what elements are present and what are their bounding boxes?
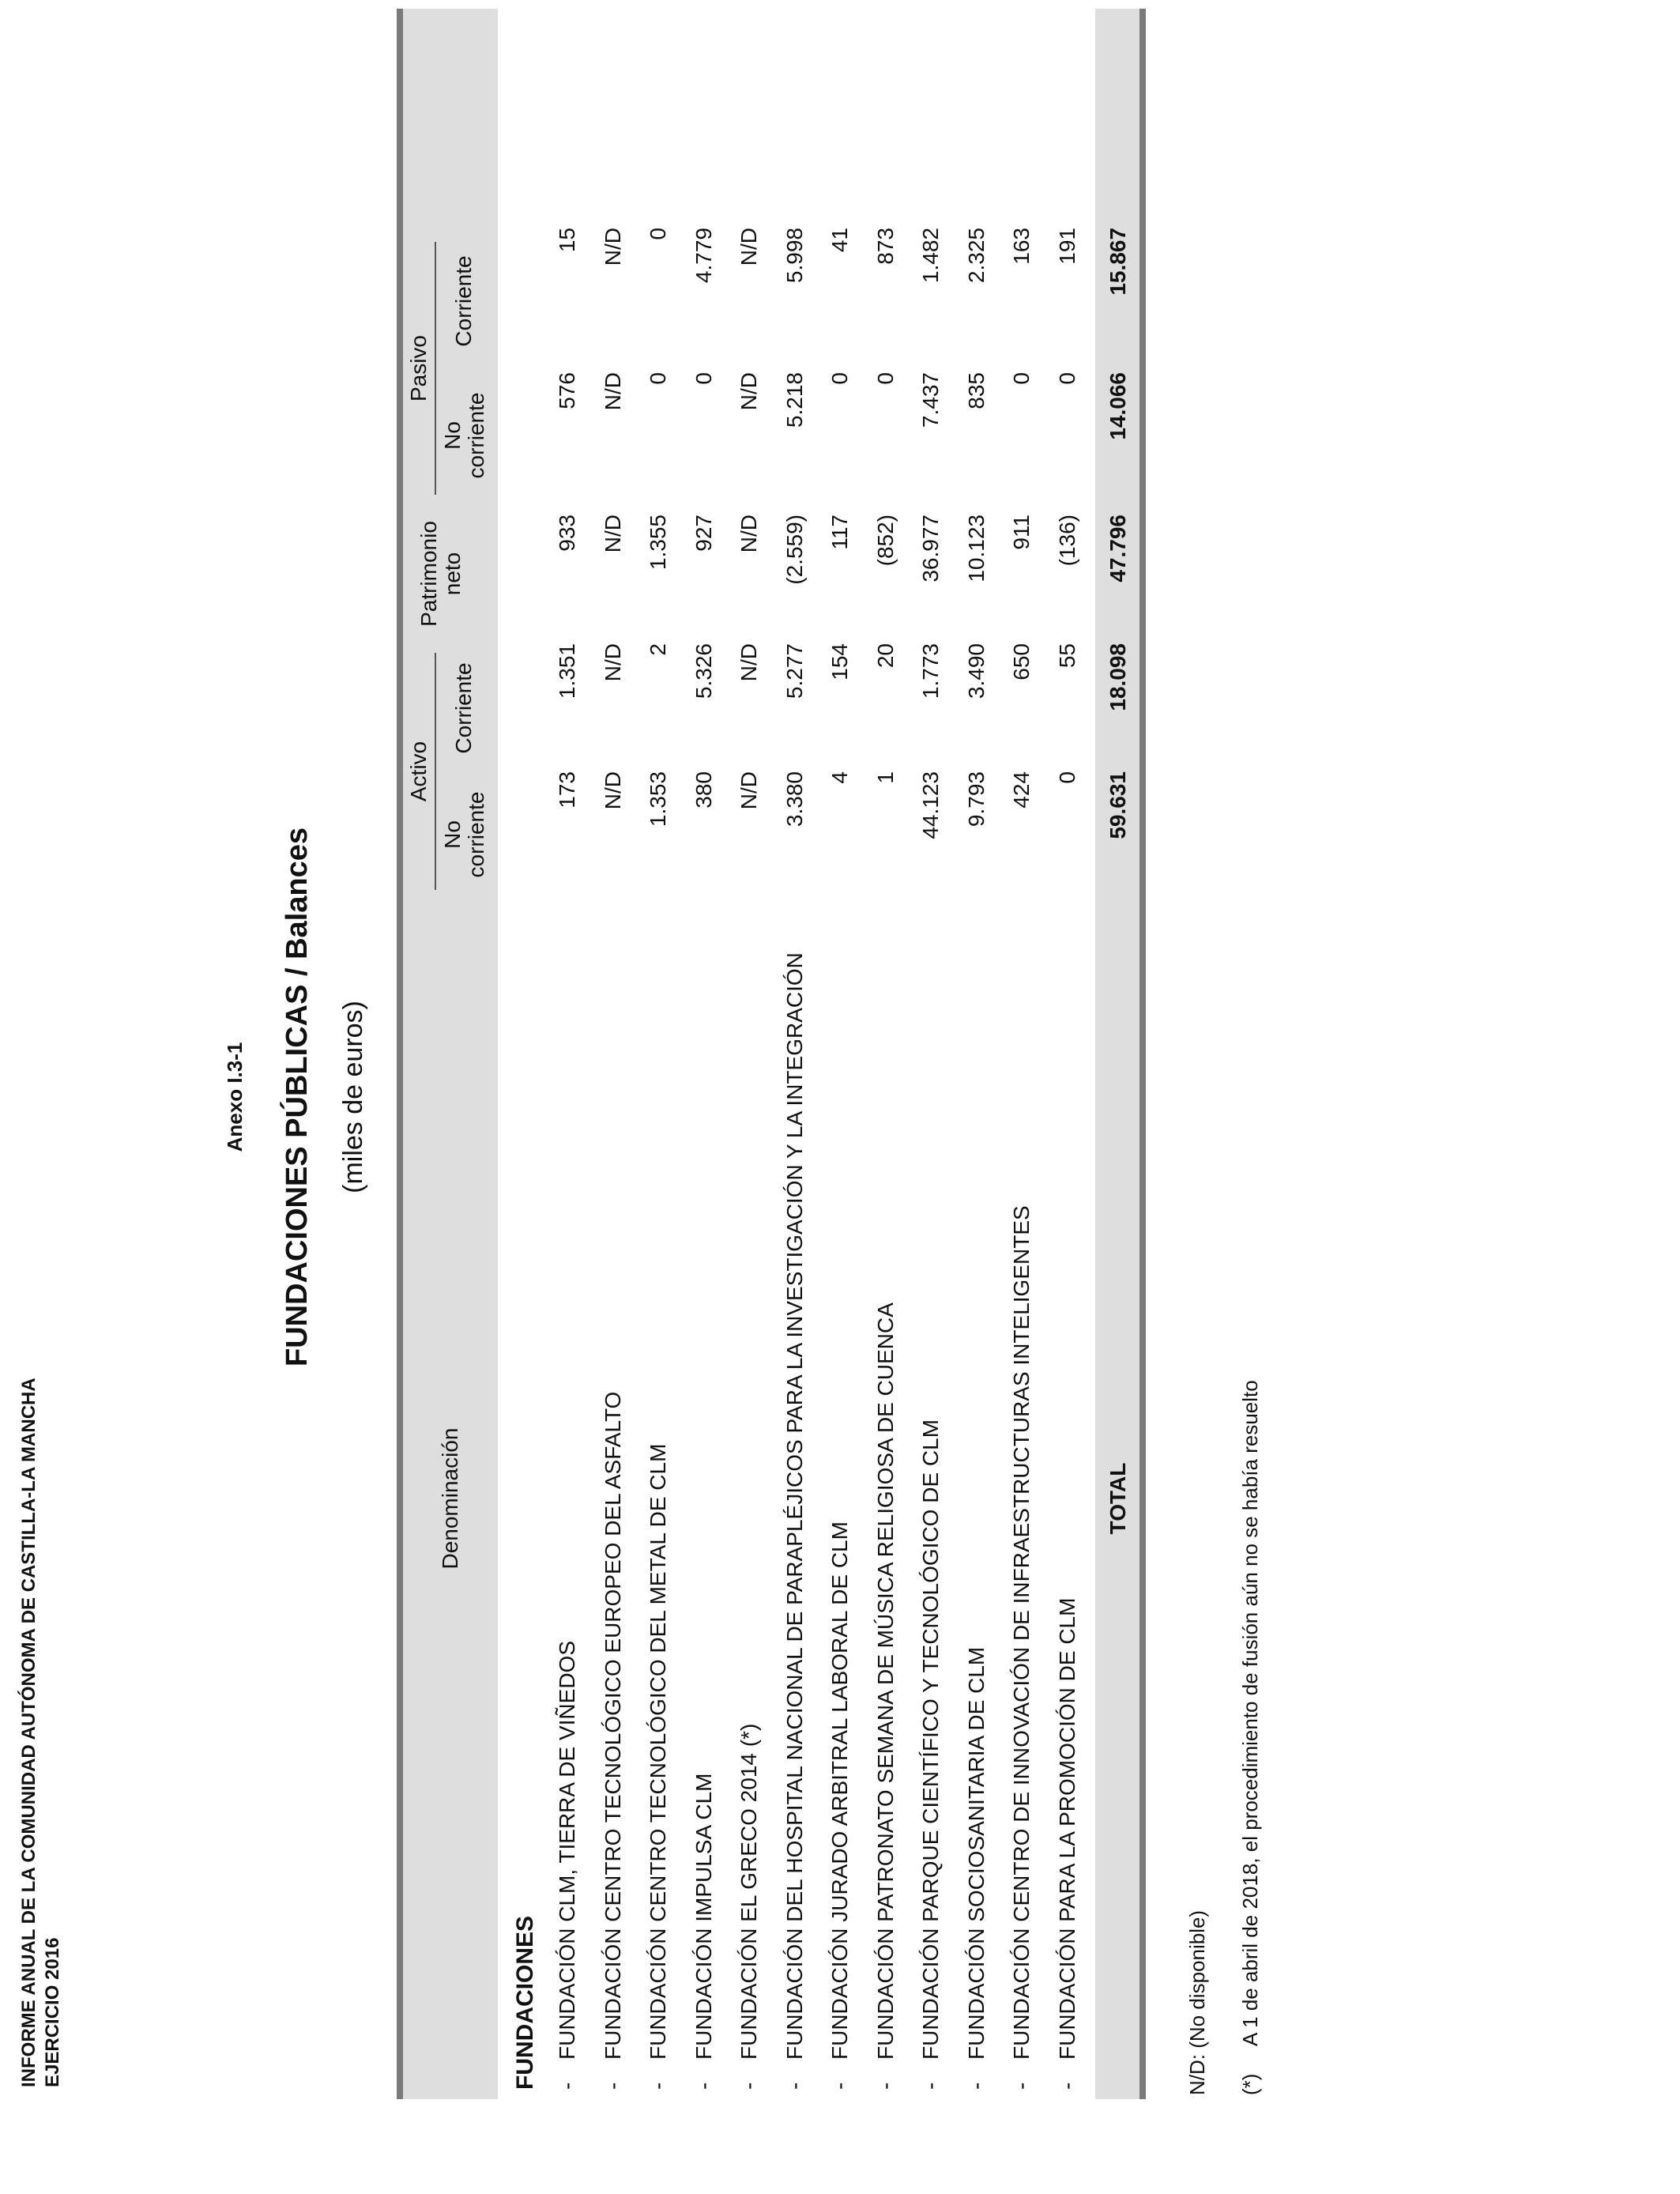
row-activo-corriente: 650 bbox=[1009, 643, 1034, 680]
col-pasivo-corriente: Corriente bbox=[451, 255, 476, 347]
row-bullet: - bbox=[827, 2082, 852, 2090]
table-row bbox=[862, 9, 908, 2099]
table-row bbox=[680, 9, 726, 2099]
row-denominacion: FUNDACIÓN SOCIOSANITARIA DE CLM bbox=[963, 1646, 989, 2060]
row-bullet: - bbox=[646, 2082, 670, 2090]
row-pasivo-corriente: 41 bbox=[827, 228, 852, 253]
row-activo-no-corriente: 380 bbox=[691, 771, 716, 809]
row-activo-no-corriente: 424 bbox=[1009, 771, 1034, 809]
row-pasivo-corriente: 163 bbox=[1009, 228, 1034, 265]
row-bullet: - bbox=[872, 2082, 898, 2090]
report-header: INFORME ANUAL DE LA COMUNIDAD AUTÓNOMA DE CASTILLA-LA MANCHA bbox=[18, 1378, 40, 2087]
row-patrimonio-neto: 10.123 bbox=[963, 515, 989, 582]
group-activo-underline bbox=[435, 653, 436, 890]
table-row bbox=[998, 9, 1044, 2099]
row-activo-no-corriente: N/D bbox=[736, 771, 761, 810]
row-activo-no-corriente: N/D bbox=[600, 771, 625, 810]
row-pasivo-no-corriente: 7.437 bbox=[918, 372, 943, 428]
row-activo-corriente: 1.773 bbox=[918, 643, 943, 699]
row-patrimonio-neto: (136) bbox=[1054, 515, 1079, 567]
row-patrimonio-neto: N/D bbox=[600, 515, 625, 553]
row-activo-no-corriente: 4 bbox=[827, 771, 852, 784]
row-pasivo-corriente: N/D bbox=[736, 228, 761, 266]
table-row bbox=[590, 9, 635, 2099]
total-pasivo-no-corriente: 14.066 bbox=[1106, 372, 1130, 440]
row-activo-corriente: N/D bbox=[600, 643, 625, 682]
row-patrimonio-neto: (852) bbox=[872, 515, 898, 567]
group-pasivo: Pasivo bbox=[406, 334, 431, 402]
row-activo-corriente: 154 bbox=[827, 643, 852, 680]
row-activo-corriente: 55 bbox=[1054, 643, 1079, 669]
row-pasivo-no-corriente: 0 bbox=[691, 372, 716, 385]
row-activo-corriente: 5.277 bbox=[782, 643, 807, 699]
row-pasivo-no-corriente: 835 bbox=[963, 372, 989, 409]
row-activo-corriente: 1.351 bbox=[555, 643, 579, 699]
annex-label: Anexo I.3-1 bbox=[223, 1042, 247, 1152]
row-bullet: - bbox=[600, 2082, 625, 2090]
col-pasivo-no-corriente: No corriente bbox=[440, 392, 488, 479]
row-pasivo-corriente: 873 bbox=[872, 228, 898, 265]
table-top-border bbox=[397, 9, 403, 2099]
total-patrimonio-neto: 47.796 bbox=[1106, 515, 1130, 582]
row-activo-corriente: N/D bbox=[736, 643, 761, 682]
group-activo: Activo bbox=[406, 741, 431, 802]
row-denominacion: FUNDACIÓN PATRONATO SEMANA DE MÚSICA RELIGIOSA DE CUENCA bbox=[872, 1302, 898, 2060]
row-pasivo-no-corriente: 0 bbox=[1054, 372, 1079, 385]
section-label: FUNDACIONES bbox=[512, 1915, 538, 2090]
row-activo-corriente: 2 bbox=[646, 643, 670, 656]
report-year: EJERCICIO 2016 bbox=[42, 1937, 63, 2087]
row-denominacion: FUNDACIÓN CENTRO TECNOLÓGICO DEL METAL DE CLM bbox=[646, 1443, 670, 2060]
row-denominacion: FUNDACIÓN EL GRECO 2014 (*) bbox=[736, 1723, 761, 2060]
total-pasivo-corriente: 15.867 bbox=[1106, 228, 1130, 296]
section-fundaciones bbox=[498, 9, 544, 2099]
row-patrimonio-neto: N/D bbox=[736, 515, 761, 553]
row-pasivo-corriente: 2.325 bbox=[963, 228, 989, 284]
row-bullet: - bbox=[782, 2082, 807, 2090]
row-denominacion: FUNDACIÓN DEL HOSPITAL NACIONAL DE PARAPLÉJICOS PARA LA INVESTIGACIÓN Y LA INTEGRACIÓN bbox=[782, 952, 807, 2060]
row-patrimonio-neto: (2.559) bbox=[782, 515, 807, 585]
table-row bbox=[907, 9, 953, 2099]
row-pasivo-no-corriente: N/D bbox=[600, 372, 625, 411]
row-denominacion: FUNDACIÓN CLM, TIERRA DE VIÑEDOS bbox=[555, 1640, 579, 2060]
total-label: TOTAL bbox=[1106, 1462, 1130, 1535]
table-row bbox=[1044, 9, 1090, 2099]
row-activo-corriente: 3.490 bbox=[963, 643, 989, 699]
col-activo-corriente: Corriente bbox=[451, 662, 476, 754]
row-pasivo-corriente: 4.779 bbox=[691, 228, 716, 284]
table-row bbox=[953, 9, 999, 2099]
row-bullet: - bbox=[691, 2082, 716, 2090]
row-pasivo-no-corriente: 0 bbox=[827, 372, 852, 385]
row-pasivo-corriente: 1.482 bbox=[918, 228, 943, 284]
row-patrimonio-neto: 933 bbox=[555, 515, 579, 552]
row-denominacion: FUNDACIÓN PARA LA PROMOCIÓN DE CLM bbox=[1054, 1597, 1079, 2060]
row-activo-no-corriente: 1.353 bbox=[646, 771, 670, 827]
row-pasivo-no-corriente: 0 bbox=[1009, 372, 1034, 385]
row-pasivo-corriente: 0 bbox=[646, 228, 670, 240]
row-denominacion: FUNDACIÓN PARQUE CIENTÍFICO Y TECNOLÓGICO DE CLM bbox=[918, 1419, 943, 2060]
row-activo-no-corriente: 1 bbox=[872, 771, 898, 784]
row-activo-corriente: 20 bbox=[872, 643, 898, 669]
page-subtitle: (miles de euros) bbox=[338, 1001, 368, 1193]
total-row bbox=[1095, 9, 1139, 2099]
row-patrimonio-neto: 1.355 bbox=[646, 515, 670, 571]
row-patrimonio-neto: 117 bbox=[827, 515, 852, 550]
row-bullet: - bbox=[963, 2082, 989, 2090]
row-pasivo-corriente: 5.998 bbox=[782, 228, 807, 284]
row-pasivo-no-corriente: 576 bbox=[555, 372, 579, 409]
row-bullet: - bbox=[1054, 2082, 1079, 2090]
row-bullet: - bbox=[918, 2082, 943, 2090]
row-patrimonio-neto: 927 bbox=[691, 515, 716, 552]
note-nd: N/D: (No disponible) bbox=[1185, 1909, 1209, 2095]
total-activo-no-corriente: 59.631 bbox=[1106, 771, 1130, 839]
table-header bbox=[403, 9, 498, 2099]
table-body bbox=[544, 9, 1089, 2099]
row-bullet: - bbox=[736, 2082, 761, 2090]
row-denominacion: FUNDACIÓN CENTRO TECNOLÓGICO EUROPEO DEL ASFALTO bbox=[600, 1391, 625, 2060]
row-pasivo-no-corriente: N/D bbox=[736, 372, 761, 411]
row-activo-corriente: 5.326 bbox=[691, 643, 716, 699]
table-row bbox=[771, 9, 817, 2099]
table-row bbox=[816, 9, 862, 2099]
row-activo-no-corriente: 44.123 bbox=[918, 771, 943, 839]
col-activo-no-corriente: No corriente bbox=[440, 791, 488, 878]
row-activo-no-corriente: 173 bbox=[555, 771, 579, 809]
table-row bbox=[544, 9, 590, 2099]
row-denominacion: FUNDACIÓN IMPULSA CLM bbox=[691, 1773, 716, 2060]
note-asterisk-text: A 1 de abril de 2018, el procedimiento de fusión aún no se había resuelto bbox=[1238, 1380, 1262, 2046]
row-bullet: - bbox=[555, 2082, 579, 2090]
group-pasivo-underline bbox=[435, 242, 436, 495]
col-patrimonio-neto: Patrimonio neto bbox=[416, 521, 465, 627]
row-pasivo-no-corriente: 5.218 bbox=[782, 372, 807, 428]
table-row bbox=[725, 9, 771, 2099]
page-title: FUNDACIONES PÚBLICAS / Balances bbox=[281, 827, 314, 1367]
row-bullet: - bbox=[1009, 2082, 1034, 2090]
table-row bbox=[635, 9, 680, 2099]
total-activo-corriente: 18.098 bbox=[1106, 643, 1130, 711]
row-denominacion: FUNDACIÓN JURADO ARBITRAL LABORAL DE CLM bbox=[827, 1521, 852, 2060]
note-asterisk-mark: (*) bbox=[1238, 2073, 1262, 2095]
row-pasivo-no-corriente: 0 bbox=[872, 372, 898, 385]
row-activo-no-corriente: 3.380 bbox=[782, 771, 807, 827]
row-denominacion: FUNDACIÓN CENTRO DE INNOVACIÓN DE INFRAESTRUCTURAS INTELIGENTES bbox=[1009, 1205, 1034, 2060]
col-denominacion: Denominación bbox=[438, 1427, 462, 1570]
row-pasivo-no-corriente: 0 bbox=[646, 372, 670, 385]
row-activo-no-corriente: 0 bbox=[1054, 771, 1079, 784]
row-patrimonio-neto: 36.977 bbox=[918, 515, 943, 582]
row-patrimonio-neto: 911 bbox=[1009, 515, 1034, 550]
table-bottom-border bbox=[1139, 9, 1146, 2099]
row-activo-no-corriente: 9.793 bbox=[963, 771, 989, 827]
balances-table bbox=[397, 9, 1146, 2099]
row-pasivo-corriente: N/D bbox=[600, 228, 625, 266]
row-pasivo-corriente: 191 bbox=[1054, 228, 1079, 265]
row-pasivo-corriente: 15 bbox=[555, 228, 579, 253]
